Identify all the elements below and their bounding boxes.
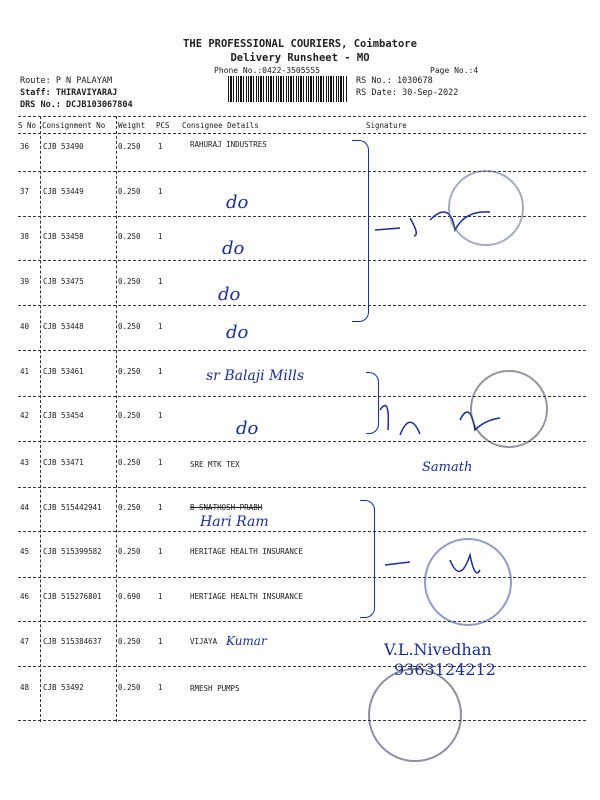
row-sno: 47 [20,637,30,646]
row-pcs: 1 [158,142,163,151]
row-pcs: 1 [158,637,163,646]
company-title: THE PROFESSIONAL COURIERS, Coimbatore [183,38,417,50]
row-weight: 0.250 [118,142,141,151]
row-details: RAHURAJ INDUSTRES [190,140,267,149]
company-stamp [448,170,524,246]
receiver-name: V.L.Nivedhan [384,640,492,659]
row-weight: 0.690 [118,592,141,601]
separator-consignment [116,116,117,722]
row-consignment: CJB 53492 [43,683,84,692]
row-details: VIJAYA [190,637,218,646]
row-weight: 0.250 [118,187,141,196]
row-sno: 46 [20,592,30,601]
row-rule [18,666,586,667]
row-sno: 36 [20,142,30,151]
col-signature: Signature [366,121,407,130]
row-sno: 37 [20,187,30,196]
row-details: RMESH PUMPS [190,684,240,693]
row-sno: 39 [20,277,30,286]
row-rule [18,305,586,306]
handwritten-ditto: do [226,322,249,343]
row-sno: 43 [20,458,30,467]
bracket-mark [352,140,369,322]
row-weight: 0.250 [118,277,141,286]
row-consignment: CJB 53448 [43,322,84,331]
col-pcs: PCS [156,121,170,130]
col-consignment: Consignment No [42,121,106,130]
row-rule [18,350,586,351]
row-consignment: CJB 515384637 [43,637,102,646]
row-details: B SNATHOSH PRABH [190,503,263,512]
row-consignment: CJB 53475 [43,277,84,286]
handwritten-ditto: do [236,418,259,439]
row-rule [18,171,586,172]
bracket-mark [360,500,375,618]
row-consignment: CJB 53490 [43,142,84,151]
row-pcs: 1 [158,683,163,692]
col-weight: Weight [118,121,146,130]
row-rule [18,531,586,532]
row-rule [18,260,586,261]
col-sno: S No [18,121,37,130]
runsheet-title: Delivery Runsheet - MO [230,52,370,64]
handwritten-ditto: do [222,238,245,259]
row-weight: 0.250 [118,683,141,692]
row-details: SRE MTK TEX [190,460,240,469]
row-pcs: 1 [158,322,163,331]
row-rule [18,720,586,721]
row-sno: 40 [20,322,30,331]
row-rule [18,621,586,622]
row-consignment: CJB 515442941 [43,503,102,512]
company-stamp [470,370,548,448]
row-weight: 0.250 [118,232,141,241]
row-pcs: 1 [158,411,163,420]
company-stamp [368,668,462,762]
row-rule [18,487,586,488]
row-sno: 48 [20,683,30,692]
handwritten-consignee: Hari Ram [200,514,269,530]
row-sno: 41 [20,367,30,376]
handwritten-consignee: sr Balaji Mills [206,368,305,384]
phone-number: Phone No.:0422-3505555 [214,66,320,75]
col-consignee: Consignee Details [182,121,259,130]
row-pcs: 1 [158,458,163,467]
route: Route: P N PALAYAM [20,76,113,86]
row-weight: 0.250 [118,411,141,420]
row-weight: 0.250 [118,367,141,376]
handwritten-consignee: Kumar [226,634,267,648]
row-sno: 38 [20,232,30,241]
row-sno: 44 [20,503,30,512]
receiver-phone: 9363124212 [394,660,496,679]
rs-date: RS Date: 30-Sep-2022 [356,88,459,98]
row-pcs: 1 [158,367,163,376]
row-weight: 0.250 [118,503,141,512]
row-consignment: CJB 53454 [43,411,84,420]
row-pcs: 1 [158,187,163,196]
signature: Samath [422,460,473,475]
row-weight: 0.250 [118,458,141,467]
row-weight: 0.250 [118,637,141,646]
header-top-rule [18,116,586,117]
row-consignment: CJB 53458 [43,232,84,241]
drs-number: DRS No.: DCJB103067804 [20,100,133,110]
header-bottom-rule [18,133,586,134]
row-consignment: CJB 515399582 [43,547,102,556]
row-consignment: CJB 53461 [43,367,84,376]
staff: Staff: THIRAVIYARAJ [20,88,118,98]
row-pcs: 1 [158,503,163,512]
row-sno: 42 [20,411,30,420]
handwritten-ditto: do [218,284,241,305]
page-number: Page No.:4 [430,66,479,75]
company-stamp [424,538,512,626]
row-pcs: 1 [158,277,163,286]
separator-sno [40,116,41,722]
row-pcs: 1 [158,232,163,241]
rs-number: RS No.: 1030678 [356,76,433,86]
row-consignment: CJB 53449 [43,187,84,196]
row-sno: 45 [20,547,30,556]
barcode [228,76,348,102]
row-pcs: 1 [158,547,163,556]
row-weight: 0.250 [118,547,141,556]
row-details: HERTIAGE HEALTH INSURANCE [190,592,303,601]
row-consignment: CJB 53471 [43,458,84,467]
row-weight: 0.250 [118,322,141,331]
row-consignment: CJB 515276801 [43,592,102,601]
row-pcs: 1 [158,592,163,601]
handwritten-ditto: do [226,192,249,213]
row-details: HERITAGE HEALTH INSURANCE [190,547,303,556]
